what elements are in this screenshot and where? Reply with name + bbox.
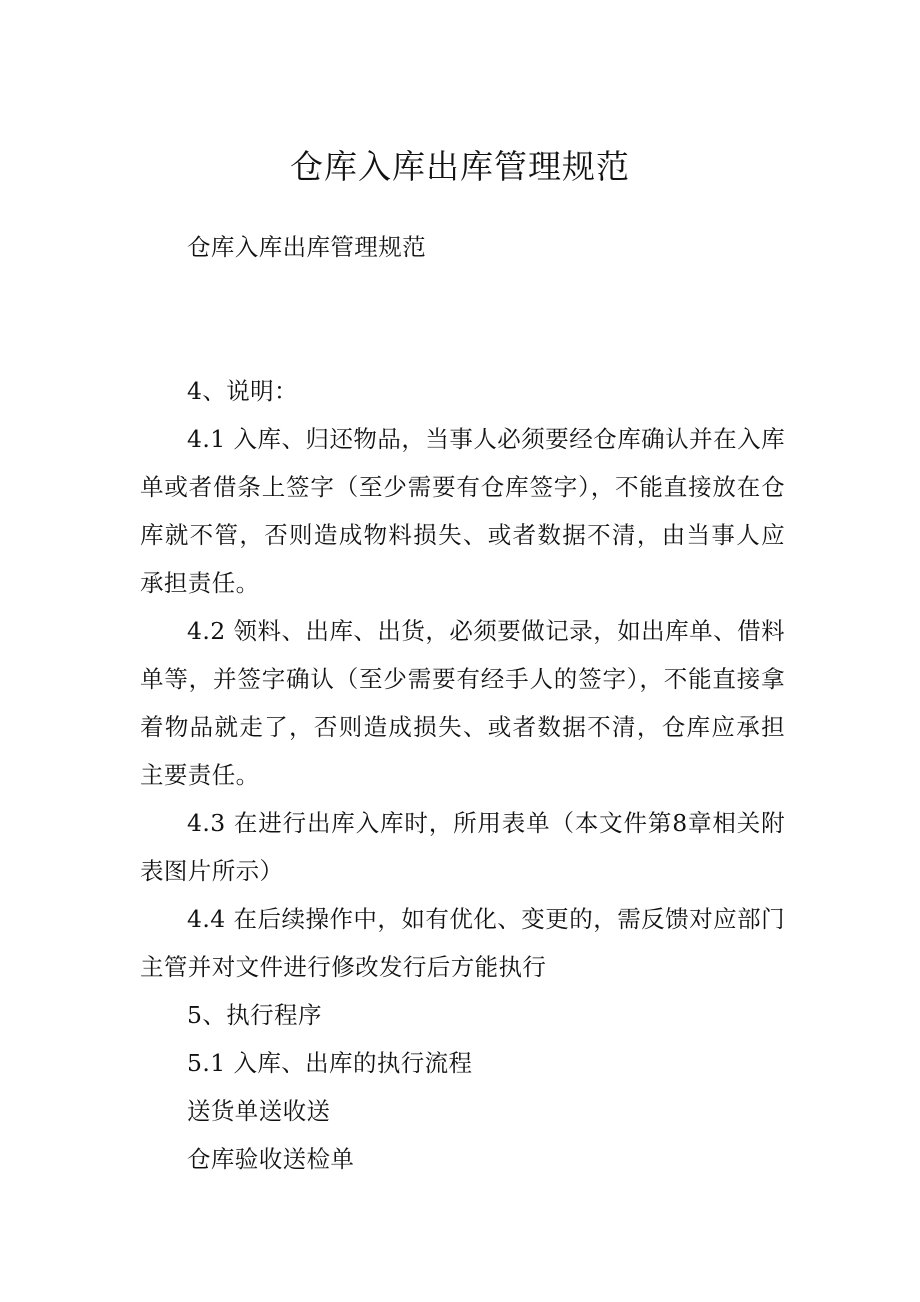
paragraph-4-4: 4.4 在后续操作中，如有优化、变更的，需反馈对应部门主管并对文件进行修改发行后方能执行 — [140, 905, 785, 981]
document-body — [140, 223, 785, 1183]
blank-space — [140, 271, 785, 367]
paragraph-4-1: 4.1 入库、归还物品，当事人必须要经仓库确认并在入库单或者借条上签字（至少需要有仓库签字），不能直接放在仓库就不管，否则造成物料损失、或者数据不清，由当事人应承担责任。 — [140, 425, 785, 597]
document-title: 仓库入库出库管理规范 — [290, 147, 630, 186]
section-heading-4: 4、说明： — [187, 377, 298, 405]
document-subtitle: 仓库入库出库管理规范 — [187, 233, 426, 261]
paragraph-4-3: 4.3 在进行出库入库时，所用表单（本文件第8章相关附表图片所示） — [140, 809, 785, 885]
paragraph-5-1: 5.1 入库、出库的执行流程 — [187, 1049, 473, 1077]
paragraph-4-2: 4.2 领料、出库、出货，必须要做记录，如出库单、借料单等，并签字确认（至少需要有经手人的签字），不能直接拿着物品就走了，否则造成损失、或者数据不清，仓库应承担主要责任。 — [140, 617, 785, 789]
section-heading-5: 5、执行程序 — [187, 1001, 322, 1029]
flow-step-delivery: 送货单送收送 — [187, 1097, 331, 1125]
flow-step-inspection: 仓库验收送检单 — [187, 1145, 355, 1173]
